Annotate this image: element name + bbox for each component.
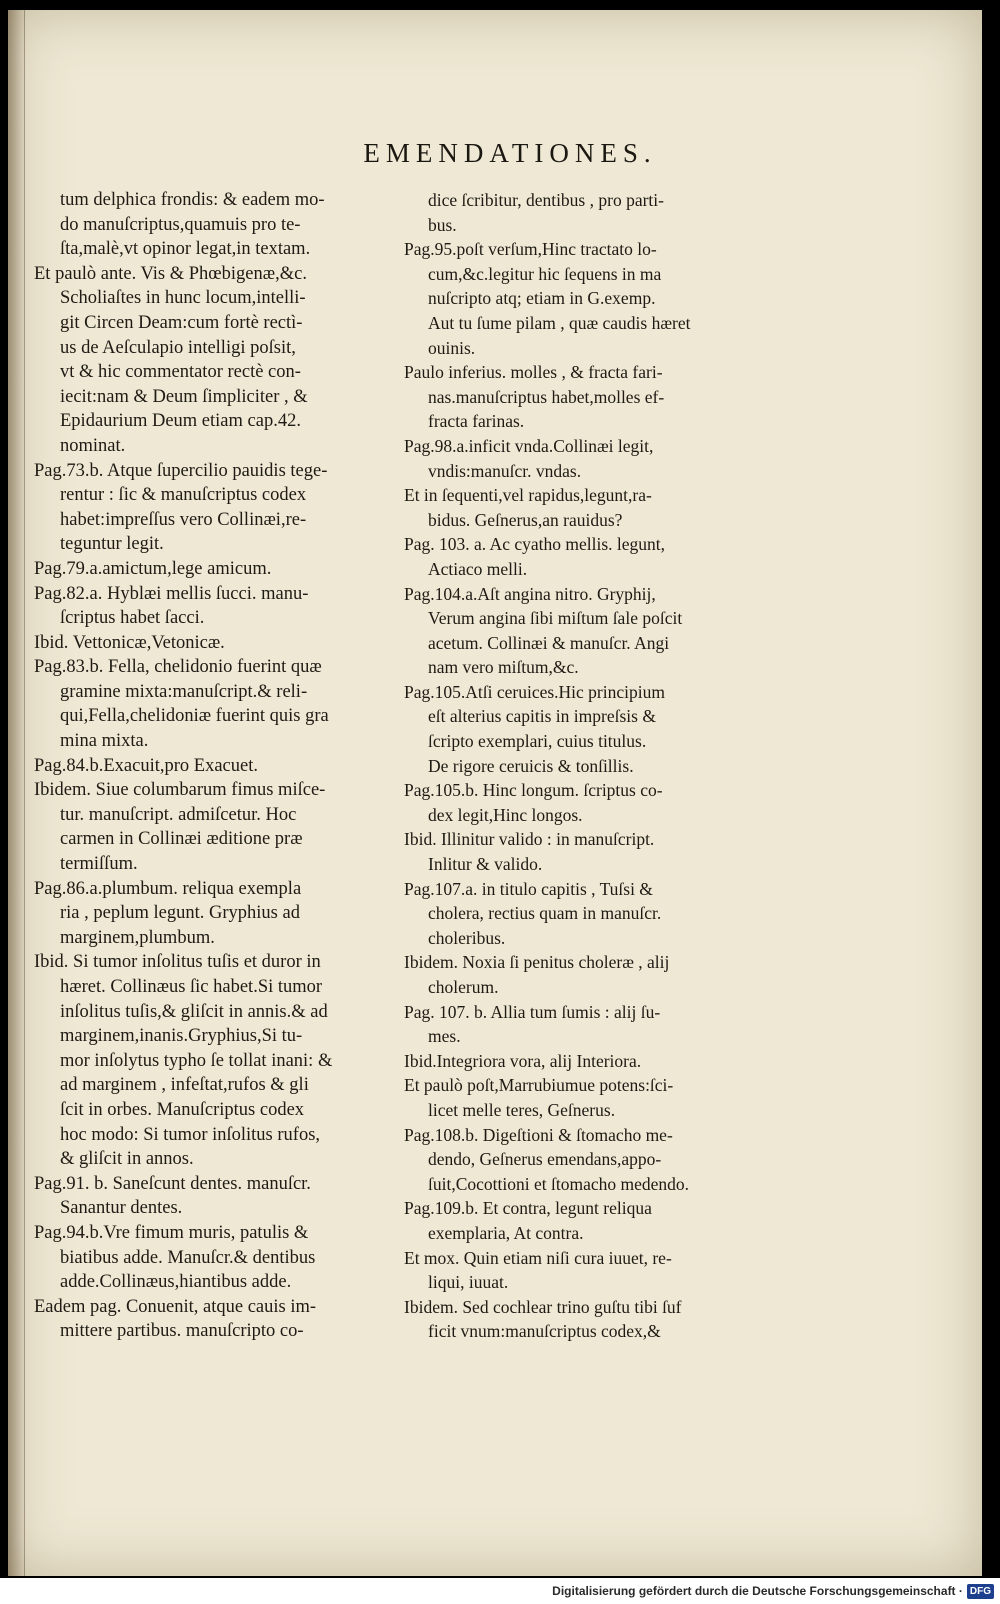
- text-line: Pag.82.a. Hyblæi mellis ſucci. manu-: [34, 583, 309, 604]
- text-line: ria , peplum legunt. Gryphius ad: [60, 903, 300, 924]
- text-line: Sanantur dentes.: [60, 1198, 183, 1219]
- text-line: licet melle teres, Geſnerus.: [428, 1099, 616, 1120]
- text-line: Pag.79.a.amictum,lege amicum.: [34, 558, 272, 579]
- text-line: dex legit,Hinc longos.: [428, 804, 583, 825]
- text-line: biatibus adde. Manuſcr.& dentibus: [60, 1247, 316, 1268]
- text-line: mina mixta.: [60, 731, 149, 752]
- text-line: Pag.94.b.Vre fimum muris, patulis &: [34, 1222, 309, 1243]
- text-line: ficit vnum:manuſcriptus codex,&: [428, 1321, 661, 1342]
- text-line: Et paulò ante. Vis & Phœbigenæ,&c.: [34, 263, 307, 284]
- text-line: Pag.108.b. Digeſtioni & ſtomacho me-: [404, 1124, 673, 1145]
- text-line: tum delphica frondis: & eadem mo-: [60, 190, 325, 210]
- text-line: & gliſcit in annos.: [60, 1149, 194, 1170]
- text-line: mes.: [428, 1026, 461, 1047]
- text-line: ouinis.: [428, 337, 476, 358]
- text-line: habet:impreſſus vero Collinæi,re-: [60, 509, 307, 530]
- text-line: iecit:nam & Deum ſimpliciter , &: [60, 386, 308, 407]
- left-text-column: [34, 188, 406, 1344]
- text-line: cholerum.: [428, 977, 499, 997]
- text-line: inſolitus tuſis,& gliſcit in annis.& ad: [60, 1001, 328, 1022]
- text-line: Pag.105.Atſi ceruices.Hic principium: [404, 681, 665, 702]
- text-line: ſuit,Cocottioni et ſtomacho medendo.: [428, 1173, 689, 1194]
- text-line: Pag.91. b. Saneſcunt dentes. manuſcr.: [34, 1173, 311, 1194]
- text-line: marginem,plumbum.: [60, 927, 215, 948]
- page-running-title: EMENDATIONES.: [363, 138, 657, 168]
- text-line: Pag.86.a.plumbum. reliqua exempla: [34, 878, 302, 899]
- text-line: Pag. 103. a. Ac cyatho mellis. legunt,: [404, 534, 665, 555]
- text-line: us de Aeſculapio intelligi poſsit,: [60, 337, 296, 358]
- text-line: Ibidem. Sed cochlear trino guſtu tibi ſuf: [404, 1296, 682, 1317]
- text-line: cum,&c.legitur hic ſequens in ma: [428, 263, 662, 284]
- text-line: Pag.73.b. Atque ſupercilio pauidis tege-: [34, 460, 328, 481]
- text-line: marginem,inanis.Gryphius,Si tu-: [60, 1026, 303, 1047]
- text-line: dendo, Geſnerus emendans,appo-: [428, 1149, 662, 1170]
- text-line: choleribus.: [428, 927, 506, 948]
- text-line: Actiaco melli.: [428, 558, 528, 579]
- text-line: Pag.109.b. Et contra, legunt reliqua: [404, 1198, 652, 1219]
- text-line: Verum angina ſibi miſtum ſale poſcit: [428, 608, 683, 629]
- text-line: mor inſolytus typho ſe tollat inani: &: [60, 1050, 333, 1071]
- text-line: Epidaurium Deum etiam cap.42.: [60, 411, 301, 432]
- text-line: Ibid.Integriora vora, alij Interiora.: [404, 1050, 642, 1071]
- text-line: ſcripto exemplari, cuius titulus.: [428, 731, 647, 752]
- text-line: hæret. Collinæus ſic habet.Si tumor: [60, 977, 323, 997]
- text-line: gramine mixta:manuſcript.& reli-: [60, 681, 308, 702]
- text-line: Inlitur & valido.: [428, 854, 543, 875]
- text-line: acetum. Collinæi & manuſcr. Angi: [428, 632, 670, 653]
- text-line: nas.manuſcriptus habet,molles ef-: [428, 386, 665, 407]
- footer-bar: [0, 1578, 1000, 1604]
- text-line: Ibid. Illinitur valido : in manuſcript.: [404, 829, 655, 850]
- text-line: Ibidem. Noxia ſi penitus choleræ , alij: [404, 952, 670, 973]
- text-line: eſt alterius capitis in impreſsis &: [428, 706, 656, 727]
- funding-credit: Digitalisierung gefördert durch die Deutsche Forschungsgemeinschaft ·: [552, 1584, 963, 1598]
- text-line: do manuſcriptus,quamuis pro te-: [60, 214, 301, 235]
- text-line: ſcriptus habet ſacci.: [60, 608, 205, 629]
- text-line: teguntur legit.: [60, 534, 164, 555]
- text-line: vndis:manuſcr. vndas.: [428, 460, 582, 481]
- text-line: Eadem pag. Conuenit, atque cauis im-: [34, 1296, 317, 1317]
- text-line: Aut tu ſume pilam , quæ caudis hæret: [428, 312, 691, 333]
- text-line: ſta,malè,vt opinor legat,in textam.: [60, 239, 311, 260]
- dfg-logo: DFG: [967, 1584, 994, 1599]
- page-spine: [24, 10, 25, 1576]
- text-line: Scholiaſtes in hunc locum,intelli-: [60, 288, 306, 309]
- text-line: Ibidem. Siue columbarum fimus miſce-: [34, 780, 326, 801]
- text-line: Pag.83.b. Fella, chelidonio fuerint quæ: [34, 657, 322, 678]
- text-line: exemplaria, At contra.: [428, 1222, 584, 1243]
- text-line: dice ſcribitur, dentibus , pro parti-: [428, 190, 664, 210]
- text-line: Pag.107.a. in titulo capitis , Tuſsi &: [404, 878, 653, 899]
- text-line: Pag.95.poſt verſum,Hinc tractato lo-: [404, 239, 657, 260]
- text-line: ſcit in orbes. Manuſcriptus codex: [60, 1099, 305, 1120]
- text-line: mittere partibus. manuſcripto co-: [60, 1321, 304, 1342]
- text-line: adde.Collinæus,hiantibus adde.: [60, 1272, 292, 1293]
- text-line: nam vero miſtum,&c.: [428, 657, 579, 678]
- text-line: Ibid. Si tumor inſolitus tuſis et duror in: [34, 952, 321, 973]
- text-line: Ibid. Vettonicæ,Vetonicæ.: [34, 632, 225, 653]
- text-line: fracta farinas.: [428, 411, 525, 432]
- text-line: Et mox. Quin etiam niſi cura iuuet, re-: [404, 1247, 672, 1268]
- text-line: carmen in Collinæi æditione præ: [60, 829, 303, 850]
- text-line: vt & hic commentator rectè con-: [60, 362, 301, 383]
- text-line: liqui, iuuat.: [428, 1272, 509, 1293]
- text-line: Et paulò poſt,Marrubiumue potens:ſci-: [404, 1075, 674, 1096]
- text-line: Pag.98.a.inficit vnda.Collinæi legit,: [404, 435, 654, 456]
- text-line: qui,Fella,chelidoniæ fuerint quis gra: [60, 706, 329, 727]
- scanned-page: [8, 10, 982, 1576]
- text-line: hoc modo: Si tumor inſolitus rufos,: [60, 1124, 321, 1145]
- right-text-column: [404, 188, 748, 1344]
- text-line: bus.: [428, 214, 457, 235]
- text-line: Pag.84.b.Exacuit,pro Exacuet.: [34, 755, 258, 776]
- text-line: git Circen Deam:cum fortè rectì-: [60, 312, 303, 333]
- text-line: ad marginem , infeſtat,rufos & gli: [60, 1075, 309, 1096]
- text-line: cholera, rectius quam in manuſcr.: [428, 903, 662, 924]
- text-line: Pag.104.a.Aſt angina nitro. Gryphij,: [404, 583, 656, 604]
- text-line: Paulo inferius. molles , & fracta fari-: [404, 362, 663, 383]
- text-line: Pag. 107. b. Allia tum ſumis : alij ſu-: [404, 1001, 661, 1022]
- text-line: nominat.: [60, 435, 126, 456]
- text-line: termiſſum.: [60, 854, 138, 875]
- text-line: rentur : ſic & manuſcriptus codex: [60, 485, 307, 506]
- text-line: nuſcripto atq; etiam in G.exemp.: [428, 288, 656, 309]
- text-line: De rigore ceruicis & tonſillis.: [428, 755, 634, 776]
- text-line: Pag.105.b. Hinc longum. ſcriptus co-: [404, 780, 663, 801]
- text-line: Et in ſequenti,vel rapidus,legunt,ra-: [404, 485, 652, 506]
- text-line: tur. manuſcript. admiſcetur. Hoc: [60, 804, 297, 825]
- text-line: bidus. Geſnerus,an rauidus?: [428, 509, 623, 530]
